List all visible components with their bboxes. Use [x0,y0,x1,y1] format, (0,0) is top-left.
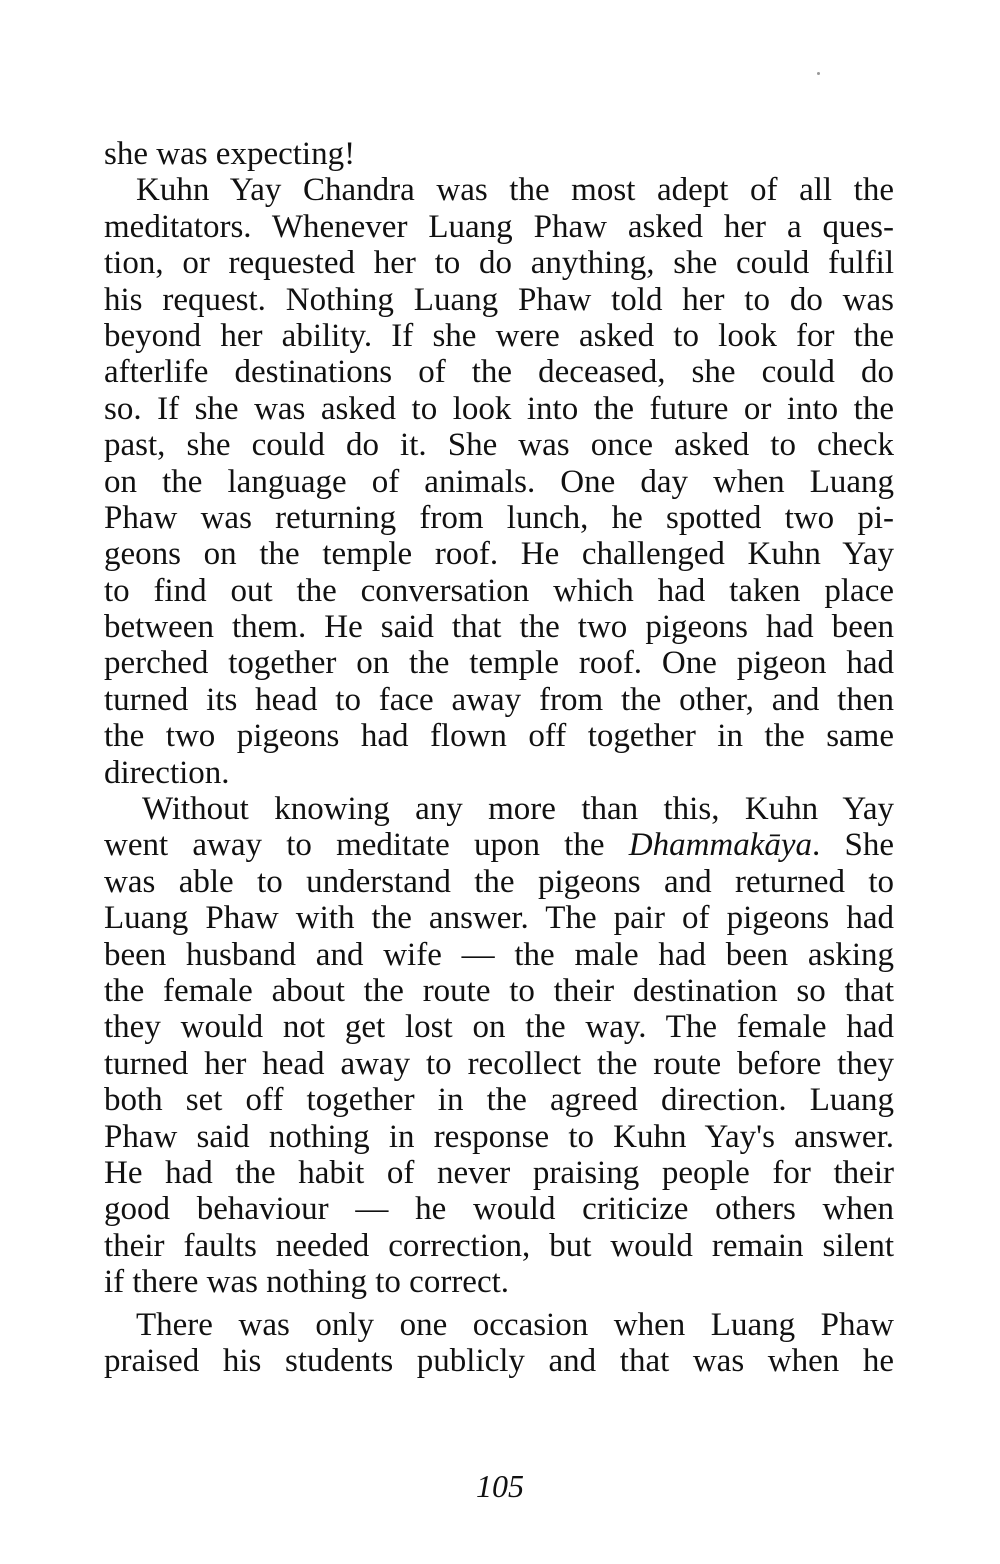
text-line: perched together on the temple roof. One pigeon had [104,645,894,682]
text-line: past, she could do it. She was once asked to check [104,427,894,464]
text-line: Phaw said nothing in response to Kuhn Yay's answer. [104,1118,894,1155]
text-segment: went away to meditate upon the [104,827,629,864]
text-line: praised his students publicly and that was when he [104,1342,894,1379]
text-segment: . She [812,827,895,864]
text-line: Without knowing any more than this, Kuhn Yay [142,791,894,828]
text-line: Phaw was returning from lunch, he spotted two pi- [104,499,894,536]
text-line: she was expecting! [104,136,356,172]
text-line: was able to understand the pigeons and returned to [104,863,894,900]
text-line: both set off together in the agreed direction. Luang [104,1082,894,1119]
scan-speck [817,72,820,75]
text-line: if there was nothing to correct. [104,1264,510,1301]
text-line: meditators. Whenever Luang Phaw asked her a ques- [104,208,894,245]
text-line: the two pigeons had flown off together in the same [104,718,894,755]
italic-term: Dhammakāya [628,827,813,864]
text-line: turned its head to face away from the other, and then [104,681,894,718]
text-line: afterlife destinations of the deceased, she could do [104,354,894,391]
text-line: direction. [104,754,230,791]
text-line: to find out the conversation which had taken place [104,572,894,609]
text-line: geons on the temple roof. He challenged Kuhn Yay [104,536,894,573]
text-line: tion, or requested her to do anything, she could fulfil [104,245,894,282]
text-line: his request. Nothing Luang Phaw told her to do was [104,281,894,318]
text-line: their faults needed correction, but would remain silent [104,1227,894,1264]
text-line: between them. He said that the two pigeons had been [104,609,894,646]
body-text [104,136,894,1379]
text-line-with-italic [104,827,894,863]
text-line: good behaviour — he would criticize others when [104,1191,894,1228]
page-number: 105 [476,1468,524,1504]
text-line: so. If she was asked to look into the future or into the [104,390,894,427]
text-line: they would not get lost on the way. The female had [104,1009,894,1046]
text-line: on the language of animals. One day when Luang [104,463,894,500]
text-line: There was only one occasion when Luang Phaw [136,1306,894,1343]
text-line: Luang Phaw with the answer. The pair of pigeons had [104,900,894,937]
text-line: He had the habit of never praising people for their [104,1154,894,1191]
text-line: Kuhn Yay Chandra was the most adept of all the [136,172,894,209]
text-line: been husband and wife — the male had been asking [104,936,894,973]
text-line: turned her head away to recollect the route before they [104,1045,894,1082]
text-line: beyond her ability. If she were asked to look for the [104,317,894,354]
text-line: the female about the route to their destination so that [104,972,894,1009]
